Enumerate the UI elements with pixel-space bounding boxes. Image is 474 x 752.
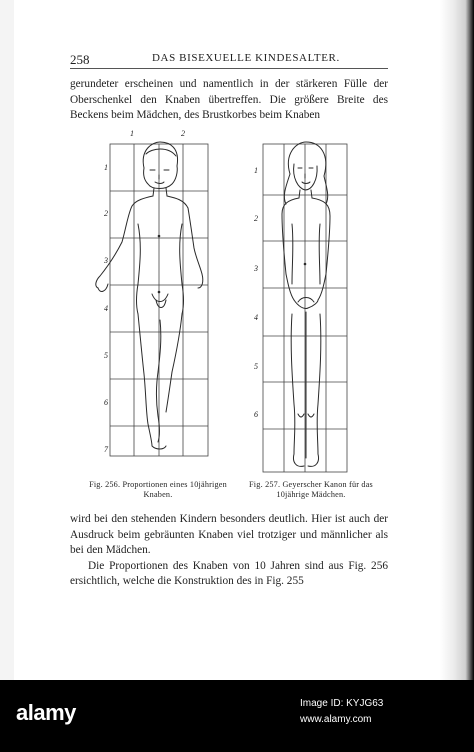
boy-row-label: 3 — [104, 256, 108, 265]
proportion-figures — [60, 124, 400, 480]
girl-row-label: 5 — [254, 362, 258, 371]
boy-figure — [96, 142, 203, 449]
boy-row-label: 6 — [104, 398, 108, 407]
boy-column-label-1: 1 — [130, 129, 134, 138]
figure-257-caption: Fig. 257. Geyerscher Kanon für das 10jährige Mädchen. — [249, 480, 373, 499]
girl-row-label: 3 — [254, 264, 258, 273]
boy-row-label: 2 — [104, 209, 108, 218]
paragraph-top: gerundeter erscheinen und namentlich in der stärkeren Fülle der Oberschenkel den Knaben übertreffen. Die größere Breite des Beckens beim Mädchen, des Brustkorbes beim Knaben — [70, 78, 388, 121]
paragraph-bottom-1: wird bei den stehenden Kindern besonders deutlich. Hier ist auch der Ausdruck beim gebräunten Knaben viel trotziger und männlicher als bei den Mädchen. — [70, 513, 388, 556]
running-head: DAS BISEXUELLE KINDESALTER. — [152, 52, 340, 64]
image-id: Image ID: KYJG63 — [300, 698, 384, 709]
girl-row-label: 6 — [254, 410, 258, 419]
book-spine-shadow — [440, 0, 474, 680]
stock-meta — [300, 696, 460, 728]
boy-row-label: 4 — [104, 304, 108, 313]
alamy-wordmark: alamy — [16, 700, 76, 725]
paragraph-bottom-2: Die Proportionen des Knaben von 10 Jahren sind aus Fig. 256 ersichtlich, welche die Konstruktion des in Fig. 255 — [70, 559, 388, 587]
header-rule — [70, 68, 388, 69]
stock-site: www.alamy.com — [300, 714, 372, 725]
girl-figure — [282, 142, 330, 466]
girl-row-label: 2 — [254, 214, 258, 223]
boy-row-label: 1 — [104, 163, 108, 172]
paragraph-bottom — [70, 512, 388, 590]
boy-column-label-2: 2 — [181, 129, 185, 138]
boy-grid — [110, 144, 208, 456]
page-number: 258 — [70, 52, 90, 67]
alamy-logo — [16, 700, 76, 726]
page-edge — [0, 0, 14, 680]
boy-row-label: 5 — [104, 351, 108, 360]
figure-256-caption: Fig. 256. Proportionen eines 10jährigen Knaben. — [89, 480, 227, 499]
boy-row-label: 7 — [104, 445, 108, 454]
girl-row-label: 1 — [254, 166, 258, 175]
girl-row-label: 4 — [254, 313, 258, 322]
